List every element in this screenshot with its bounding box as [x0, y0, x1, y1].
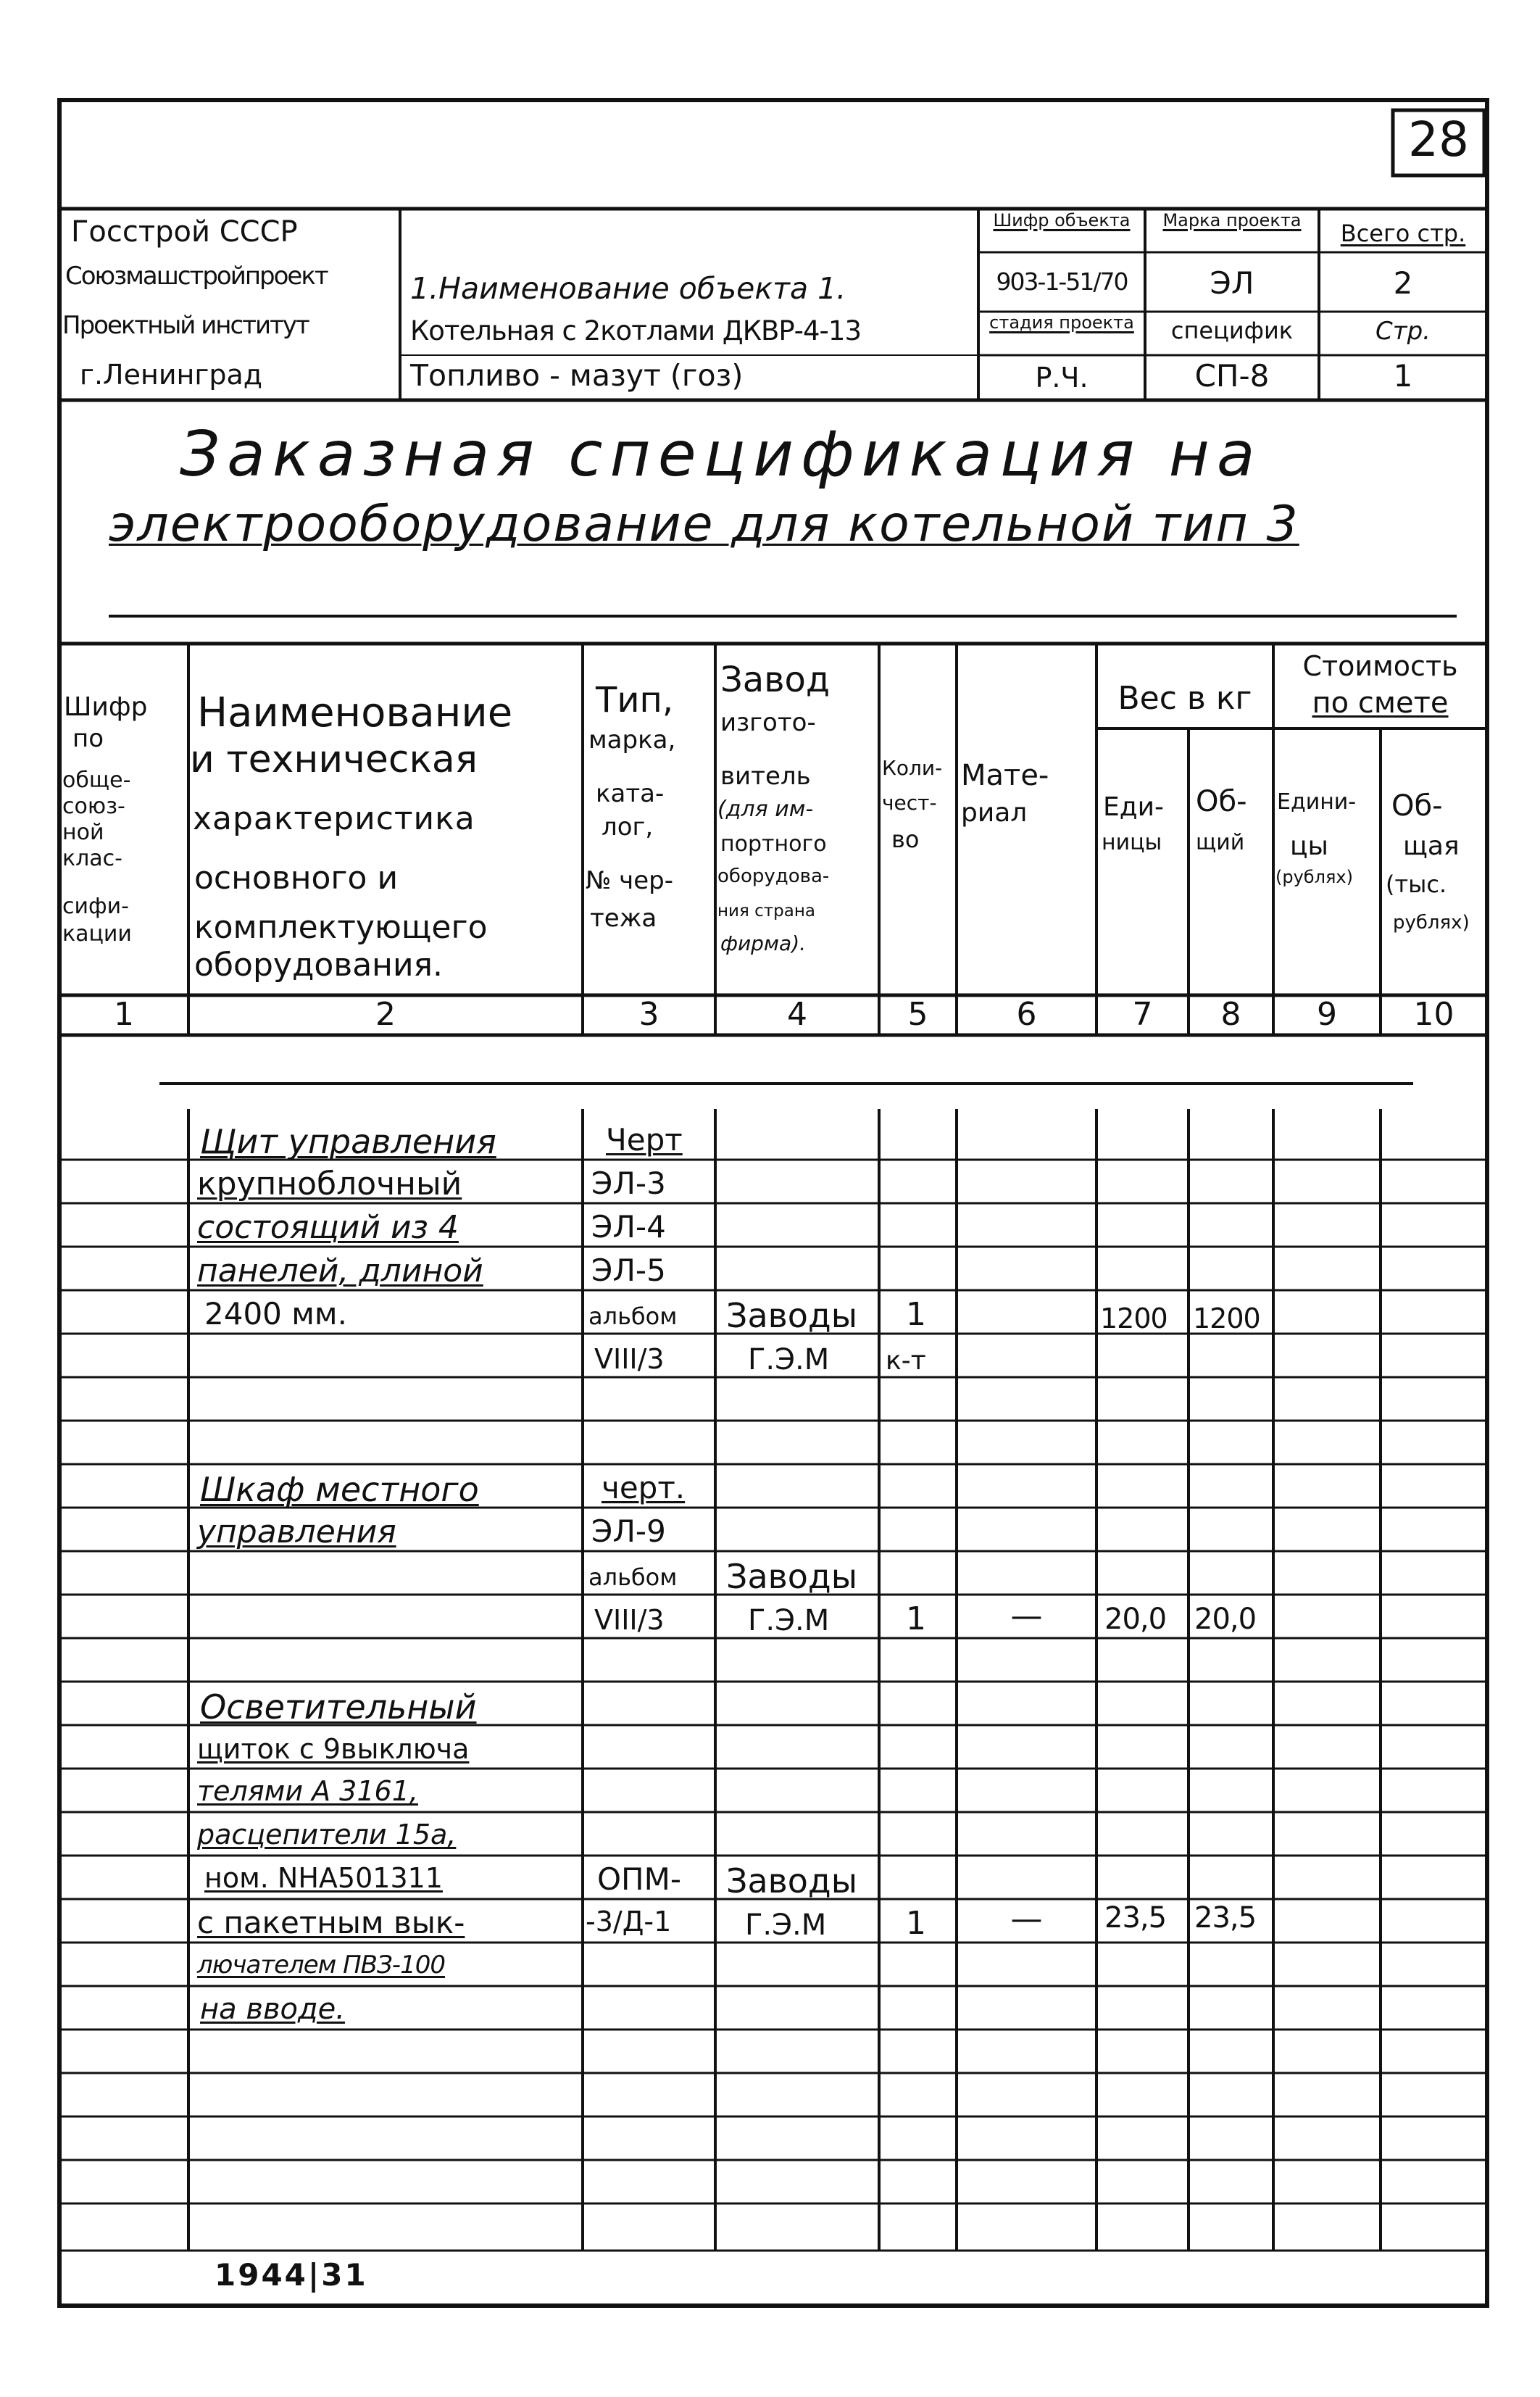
total-pages-label: Всего стр.	[1340, 220, 1466, 247]
object-line: Котельная с 2котлами ДКВР-4-13	[410, 315, 861, 346]
org-line: Проектный институт	[62, 311, 309, 340]
document-title: Заказная спецификация на	[180, 418, 1262, 491]
org-line: Союзмашстройпроект	[65, 262, 328, 291]
item-quantity: 1	[906, 1600, 926, 1637]
item-name-line: ном. NHA501311	[204, 1862, 443, 1894]
item-plant-line: Заводы	[726, 1861, 858, 1900]
spec-value: СП-8	[1194, 358, 1270, 394]
mark-label: Марка проекта	[1162, 210, 1302, 230]
item-material: —	[1010, 1900, 1043, 1937]
item-unit-weight: 23,5	[1104, 1901, 1167, 1935]
spec-sheet: 28 Госстрой СССР Союзмашстройпроект Проектный институт г.Ленинград 1.Наименование объекта 1. Котельная с 2котлами ДКВР-4-13 Топливо - мазут (гоз) Шифр объекта 903-1-51/70 стадия проекта Р.Ч. Марка проекта ЭЛ специфик СП-8 Всего стр. 2 Стр. 1 Заказная спецификация на электрооборудование для котельной тип 3 Шифр по обще- союз- ной клас- сифи- кации Наименование и техническая характеристика основного и комплектующего оборудования. Тип, марка, ката- лог, № чер- тежа Завод изгото- витель (для им- портного оборудова- ния страна фирма). Коли- чест- во Мате- риал Вес в кг Еди- ницы Об- щий Стоимость по смете Едини- цы (рублях) Об- щая (тыс. рублях) 1 2 3 4 5 6 7 8 9 10 Щит управления крупноблочный состоящий из 4 панелей, длиной 2400 мм. Черт ЭЛ-3 ЭЛ-4 ЭЛ-5 альбом VIII/3 Заводы Г.Э.М 1 к-т 1200 1200 Шкаф местного управления черт. ЭЛ-9 альбом VIII/3 Заводы Г.Э.М 1 — 20,0 20,0 Осветительный щиток с 9выключа телями А 3161, расцепители 15а, ном. NHA501311 с пакетным вык- лючателем ПВЗ-100 на вводе. ОПМ- -3/Д-1 Заводы Г.Э.М 1 — 23,5 23,5 1944|31	[0, 0, 1540, 2397]
item-plant-line: Заводы	[726, 1296, 858, 1335]
item-quantity: 1	[906, 1296, 926, 1333]
item-total-weight: 1200	[1193, 1303, 1260, 1334]
item-name-line: с пакетным вык-	[197, 1905, 465, 1940]
item-type-line: ЭЛ-9	[591, 1513, 666, 1549]
item-total-weight: 23,5	[1194, 1901, 1257, 1935]
column-number: 6	[1016, 996, 1037, 1033]
page-label: Стр.	[1375, 317, 1431, 346]
item-name-line: управления	[197, 1513, 396, 1550]
item-type-line: альбом	[588, 1563, 678, 1591]
item-name-line: Осветительный	[200, 1687, 477, 1727]
column-number: 10	[1413, 996, 1454, 1033]
item-material: —	[1010, 1598, 1043, 1634]
item-type-line: VIII/3	[594, 1604, 665, 1636]
item-type-line: -3/Д-1	[586, 1906, 672, 1937]
item-type-line: альбом	[588, 1303, 678, 1330]
item-name-line: состоящий из 4	[197, 1209, 459, 1246]
item-quantity-unit: к-т	[886, 1346, 926, 1376]
item-name-line: Шкаф местного	[200, 1470, 479, 1509]
item-name-line: лючателем ПВЗ-100	[197, 1951, 445, 1980]
stage-value: Р.Ч.	[1035, 362, 1089, 394]
cipher-value: 903-1-51/70	[996, 267, 1128, 296]
page-value: 1	[1393, 358, 1413, 394]
item-name-line: Щит управления	[200, 1122, 496, 1161]
item-plant-line: Г.Э.М	[748, 1343, 830, 1376]
column-number: 5	[907, 996, 928, 1033]
column-number: 2	[375, 996, 396, 1033]
item-unit-weight: 1200	[1100, 1303, 1168, 1334]
column-number: 8	[1220, 996, 1241, 1033]
stage-label: стадия проекта	[989, 312, 1134, 333]
item-name-line: телями А 3161,	[197, 1775, 418, 1807]
column-number: 1	[114, 996, 134, 1033]
cipher-label: Шифр объекта	[993, 210, 1131, 230]
item-plant-line: Г.Э.М	[745, 1908, 827, 1942]
object-line: Топливо - мазут (гоз)	[410, 358, 744, 393]
org-line: г.Ленинград	[80, 359, 263, 391]
column-number: 3	[638, 996, 659, 1033]
object-line: 1.Наименование объекта 1.	[410, 271, 846, 306]
item-quantity: 1	[906, 1905, 926, 1942]
item-name-line: на вводе.	[200, 1993, 345, 2026]
item-plant-line: Г.Э.М	[748, 1604, 830, 1637]
column-number: 4	[787, 996, 807, 1033]
item-type-line: ОПМ-	[597, 1861, 682, 1897]
item-type-line: ЭЛ-5	[591, 1252, 666, 1288]
weight-group-header: Вес в кг	[1117, 680, 1252, 717]
archive-stamp: 1944|31	[215, 2257, 368, 2293]
mark-value: ЭЛ	[1210, 265, 1254, 301]
item-name-line: 2400 мм.	[204, 1296, 347, 1332]
item-name-line: щиток с 9выключа	[197, 1733, 470, 1765]
item-total-weight: 20,0	[1194, 1603, 1257, 1636]
column-number: 7	[1132, 996, 1153, 1033]
total-pages-value: 2	[1393, 265, 1413, 301]
item-type-line: VIII/3	[594, 1343, 665, 1375]
column-number: 9	[1317, 996, 1337, 1033]
spec-label: специфик	[1170, 317, 1294, 344]
item-unit-weight: 20,0	[1104, 1603, 1167, 1636]
document-subtitle: электрооборудование для котельной тип 3	[109, 496, 1299, 553]
item-type-line: ЭЛ-3	[591, 1166, 666, 1201]
item-type-line: Черт	[606, 1122, 683, 1158]
item-name-line: панелей, длиной	[197, 1252, 483, 1289]
item-name-line: крупноблочный	[197, 1166, 462, 1202]
item-plant-line: Заводы	[726, 1557, 858, 1596]
item-name-line: расцепители 15а,	[197, 1819, 457, 1850]
org-line: Госстрой СССР	[71, 215, 298, 249]
item-type-line: черт.	[602, 1470, 686, 1505]
item-type-line: ЭЛ-4	[591, 1209, 666, 1245]
page-number: 28	[1408, 112, 1469, 167]
